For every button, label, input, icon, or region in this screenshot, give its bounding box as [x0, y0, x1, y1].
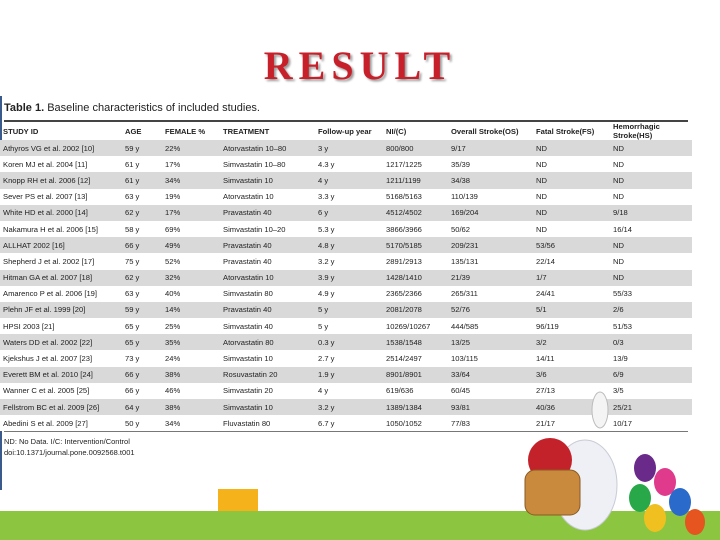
table-cell: 34% [162, 172, 220, 188]
table-cell: 103/115 [448, 350, 533, 366]
column-header: Overall Stroke(OS) [451, 126, 519, 136]
table-cell: 1389/1384 [383, 399, 448, 415]
table-cell: Atorvastatin 10 [220, 270, 315, 286]
table-cell: Simvastatin 10–80 [220, 156, 315, 172]
table-cell: 25% [162, 318, 220, 334]
table-cell: Atorvastatin 10–80 [220, 140, 315, 156]
table-cell: 35% [162, 334, 220, 350]
table-cell: 9/18 [610, 205, 692, 221]
table-cell: 3.2 y [315, 253, 383, 269]
accent-square [218, 489, 258, 511]
table-row [0, 318, 692, 334]
table-cell: 2365/2366 [383, 286, 448, 302]
table-cell: 4.9 y [315, 286, 383, 302]
table-cell: 1217/1225 [383, 156, 448, 172]
table-cell: 0/3 [610, 334, 692, 350]
table-cell: 3.2 y [315, 399, 383, 415]
table-cell: 55/33 [610, 286, 692, 302]
table-cell: 40/36 [533, 399, 610, 415]
bunny-ear-icon [592, 392, 608, 428]
column-header: TREATMENT [223, 126, 270, 136]
table-cell: Athyros VG et al. 2002 [10] [0, 140, 122, 156]
table-cell: 5 y [315, 318, 383, 334]
blue-egg-icon [669, 488, 691, 516]
table-cell: 5 y [315, 302, 383, 318]
table-cell: Pravastatin 40 [220, 302, 315, 318]
table-cell: ND [610, 270, 692, 286]
footnote-abbreviations: ND: No Data. I/C: Intervention/Control [4, 437, 130, 447]
table-cell: 16/14 [610, 221, 692, 237]
table-cell: Pravastatin 40 [220, 253, 315, 269]
table-cell: 4.3 y [315, 156, 383, 172]
table-header-row [0, 122, 692, 140]
table-cell: 265/311 [448, 286, 533, 302]
table-cell: Sever PS et al. 2007 [13] [0, 189, 122, 205]
table-caption [0, 96, 692, 120]
column-header: Hemorrhagic Stroke(HS) [613, 122, 660, 140]
table-row [0, 253, 692, 269]
table-cell: 4.8 y [315, 237, 383, 253]
table-cell: Simvastatin 80 [220, 286, 315, 302]
table-cell: 58 y [122, 221, 162, 237]
table-cell: 2891/2913 [383, 253, 448, 269]
table-cell: 2514/2497 [383, 350, 448, 366]
table-cell: 10269/10267 [383, 318, 448, 334]
table-cell: Simvastatin 40 [220, 318, 315, 334]
table-cell: 13/9 [610, 350, 692, 366]
table-cell: 59 y [122, 302, 162, 318]
table-cell: 52/76 [448, 302, 533, 318]
table-cell: Shepherd J et al. 2002 [17] [0, 253, 122, 269]
table-cell: 65 y [122, 318, 162, 334]
table-cell: 8901/8901 [383, 367, 448, 383]
table-cell: Waters DD et al. 2002 [22] [0, 334, 122, 350]
table-cell: 69% [162, 221, 220, 237]
table-cell: 62 y [122, 205, 162, 221]
table-cell: Plehn JF et al. 1999 [20] [0, 302, 122, 318]
table-cell: 6.7 y [315, 415, 383, 431]
table-cell: 66 y [122, 367, 162, 383]
table-cell: 4 y [315, 383, 383, 399]
table-cell: 52% [162, 253, 220, 269]
table-row [0, 270, 692, 286]
table-cell: Simvastatin 20 [220, 383, 315, 399]
column-header: Follow-up year [318, 126, 372, 136]
yellow-egg-icon [644, 504, 666, 532]
table-cell: HPSI 2003 [21] [0, 318, 122, 334]
table-cell: 61 y [122, 172, 162, 188]
basket-icon [525, 470, 580, 515]
column-header: Fatal Stroke(FS) [536, 126, 595, 136]
table-cell: 27/13 [533, 383, 610, 399]
table-cell: 0.3 y [315, 334, 383, 350]
table-row [0, 221, 692, 237]
table-cell: ND [610, 237, 692, 253]
table-cell: 17% [162, 156, 220, 172]
table-cell: ND [610, 140, 692, 156]
table-cell: 3/6 [533, 367, 610, 383]
table-cell: 24/41 [533, 286, 610, 302]
table-cell: 209/231 [448, 237, 533, 253]
table-cell: 51/53 [610, 318, 692, 334]
table-cell: 5/1 [533, 302, 610, 318]
table-cell: ND [533, 189, 610, 205]
table-cell: 22/14 [533, 253, 610, 269]
table-cell: Simvastatin 10 [220, 399, 315, 415]
table-cell: 25/21 [610, 399, 692, 415]
table-row [0, 172, 692, 188]
table-cell: Fellstrom BC et al. 2009 [26] [0, 399, 122, 415]
table-cell: 10/17 [610, 415, 692, 431]
table-cell: 49% [162, 237, 220, 253]
table-cell: Koren MJ et al. 2004 [11] [0, 156, 122, 172]
table-cell: ALLHAT 2002 [16] [0, 237, 122, 253]
table-cell: 17% [162, 205, 220, 221]
table-cell: Everett BM et al. 2010 [24] [0, 367, 122, 383]
easter-eggs-illustration [505, 390, 720, 540]
table-cell: 1.9 y [315, 367, 383, 383]
baseline-table [0, 122, 692, 431]
table-cell: 800/800 [383, 140, 448, 156]
table-cell: 619/636 [383, 383, 448, 399]
table-cell: 6/9 [610, 367, 692, 383]
table-cell: Atorvastatin 10 [220, 189, 315, 205]
table-cell: 73 y [122, 350, 162, 366]
table-row [0, 205, 692, 221]
table-cell: 5.3 y [315, 221, 383, 237]
table-cell: 40% [162, 286, 220, 302]
table-row [0, 156, 692, 172]
table-cell: Abedini S et al. 2009 [27] [0, 415, 122, 431]
table-cell: ND [610, 253, 692, 269]
table-cell: 32% [162, 270, 220, 286]
column-header: AGE [125, 126, 142, 136]
column-header: FEMALE % [165, 126, 206, 136]
table-cell: ND [533, 172, 610, 188]
table-cell: 59 y [122, 140, 162, 156]
table-cell: 38% [162, 367, 220, 383]
table-cell: ND [610, 189, 692, 205]
table-cell: 34% [162, 415, 220, 431]
table-cell: 1/7 [533, 270, 610, 286]
table-cell: 1211/1199 [383, 172, 448, 188]
table-cell: 50 y [122, 415, 162, 431]
table-cell: 61 y [122, 156, 162, 172]
table-cell: Pravastatin 40 [220, 205, 315, 221]
table-row [0, 367, 692, 383]
table-cell: Fluvastatin 80 [220, 415, 315, 431]
table-cell: Nakamura H et al. 2006 [15] [0, 221, 122, 237]
table-row [0, 286, 692, 302]
table-cell: Hitman GA et al. 2007 [18] [0, 270, 122, 286]
table-cell: 13/25 [448, 334, 533, 350]
table-cell: 3.9 y [315, 270, 383, 286]
table-cell: 34/38 [448, 172, 533, 188]
table-cell: 14/11 [533, 350, 610, 366]
table-cell: ND [533, 205, 610, 221]
column-header: STUDY ID [3, 126, 39, 136]
table-cell: 21/17 [533, 415, 610, 431]
table-cell: 4512/4502 [383, 205, 448, 221]
table-cell: 1428/1410 [383, 270, 448, 286]
table-cell: 4 y [315, 172, 383, 188]
table-cell: 3866/3966 [383, 221, 448, 237]
table-cell: Wanner C et al. 2005 [25] [0, 383, 122, 399]
table-cell: Simvastatin 10–20 [220, 221, 315, 237]
table-cell: 53/56 [533, 237, 610, 253]
table-cell: 38% [162, 399, 220, 415]
column-header: NI/(C) [386, 126, 407, 136]
table-cell: 62 y [122, 270, 162, 286]
table-cell: Rosuvastatin 20 [220, 367, 315, 383]
table-cell: Simvastatin 10 [220, 172, 315, 188]
table-cell: 63 y [122, 286, 162, 302]
table-cell: 3 y [315, 140, 383, 156]
table-cell: 3/5 [610, 383, 692, 399]
table-cell: 46% [162, 383, 220, 399]
table-cell: 19% [162, 189, 220, 205]
orange-egg-icon [685, 509, 705, 535]
table-cell: Atorvastatin 80 [220, 334, 315, 350]
table-cell: 1538/1548 [383, 334, 448, 350]
table-cell: Pravastatin 40 [220, 237, 315, 253]
table-row [0, 334, 692, 350]
table-row [0, 189, 692, 205]
table-row [0, 302, 692, 318]
table-caption-text: Baseline characteristics of included studies. [44, 102, 260, 114]
table-cell: Simvastatin 10 [220, 350, 315, 366]
table-cell: 66 y [122, 383, 162, 399]
table-cell: ND [533, 140, 610, 156]
table-row [0, 237, 692, 253]
table-cell: 14% [162, 302, 220, 318]
table-cell: 3.3 y [315, 189, 383, 205]
table-cell: 3/2 [533, 334, 610, 350]
table-cell: 24% [162, 350, 220, 366]
table-cell: 6 y [315, 205, 383, 221]
table-body [0, 140, 692, 431]
table-cell: ND [610, 156, 692, 172]
table-cell: 2.7 y [315, 350, 383, 366]
table-cell: 110/139 [448, 189, 533, 205]
table-cell: 93/81 [448, 399, 533, 415]
table-cell: 22% [162, 140, 220, 156]
table-cell: 60/45 [448, 383, 533, 399]
table-row [0, 140, 692, 156]
table-cell: 33/64 [448, 367, 533, 383]
table-cell: 63 y [122, 189, 162, 205]
table-cell: 77/83 [448, 415, 533, 431]
table-cell: 66 y [122, 237, 162, 253]
table-cell: 2/6 [610, 302, 692, 318]
table-cell: ND [533, 156, 610, 172]
table-cell: 2081/2078 [383, 302, 448, 318]
table-cell: 169/204 [448, 205, 533, 221]
table-cell: Amarenco P et al. 2006 [19] [0, 286, 122, 302]
slide-title: RESULT [263, 43, 457, 88]
purple-egg-icon [634, 454, 656, 482]
table-cell: 9/17 [448, 140, 533, 156]
table-cell: Knopp RH et al. 2006 [12] [0, 172, 122, 188]
table-cell: White HD et al. 2000 [14] [0, 205, 122, 221]
table-cell: 50/62 [448, 221, 533, 237]
table-cell: 21/39 [448, 270, 533, 286]
table-cell: ND [610, 172, 692, 188]
footnote-doi: doi:10.1371/journal.pone.0092568.t001 [4, 448, 135, 458]
table-cell: 135/131 [448, 253, 533, 269]
table-cell: 1050/1052 [383, 415, 448, 431]
table-cell: 444/585 [448, 318, 533, 334]
table-cell: 35/39 [448, 156, 533, 172]
table-cell: 65 y [122, 334, 162, 350]
table-cell: 75 y [122, 253, 162, 269]
table-caption-label: Table 1. [4, 102, 45, 114]
table-cell: 5168/5163 [383, 189, 448, 205]
table-cell: Kjekshus J et al. 2007 [23] [0, 350, 122, 366]
table-cell: ND [533, 221, 610, 237]
table-cell: 5170/5185 [383, 237, 448, 253]
table-cell: 64 y [122, 399, 162, 415]
table-cell: 96/119 [533, 318, 610, 334]
table-row [0, 350, 692, 366]
